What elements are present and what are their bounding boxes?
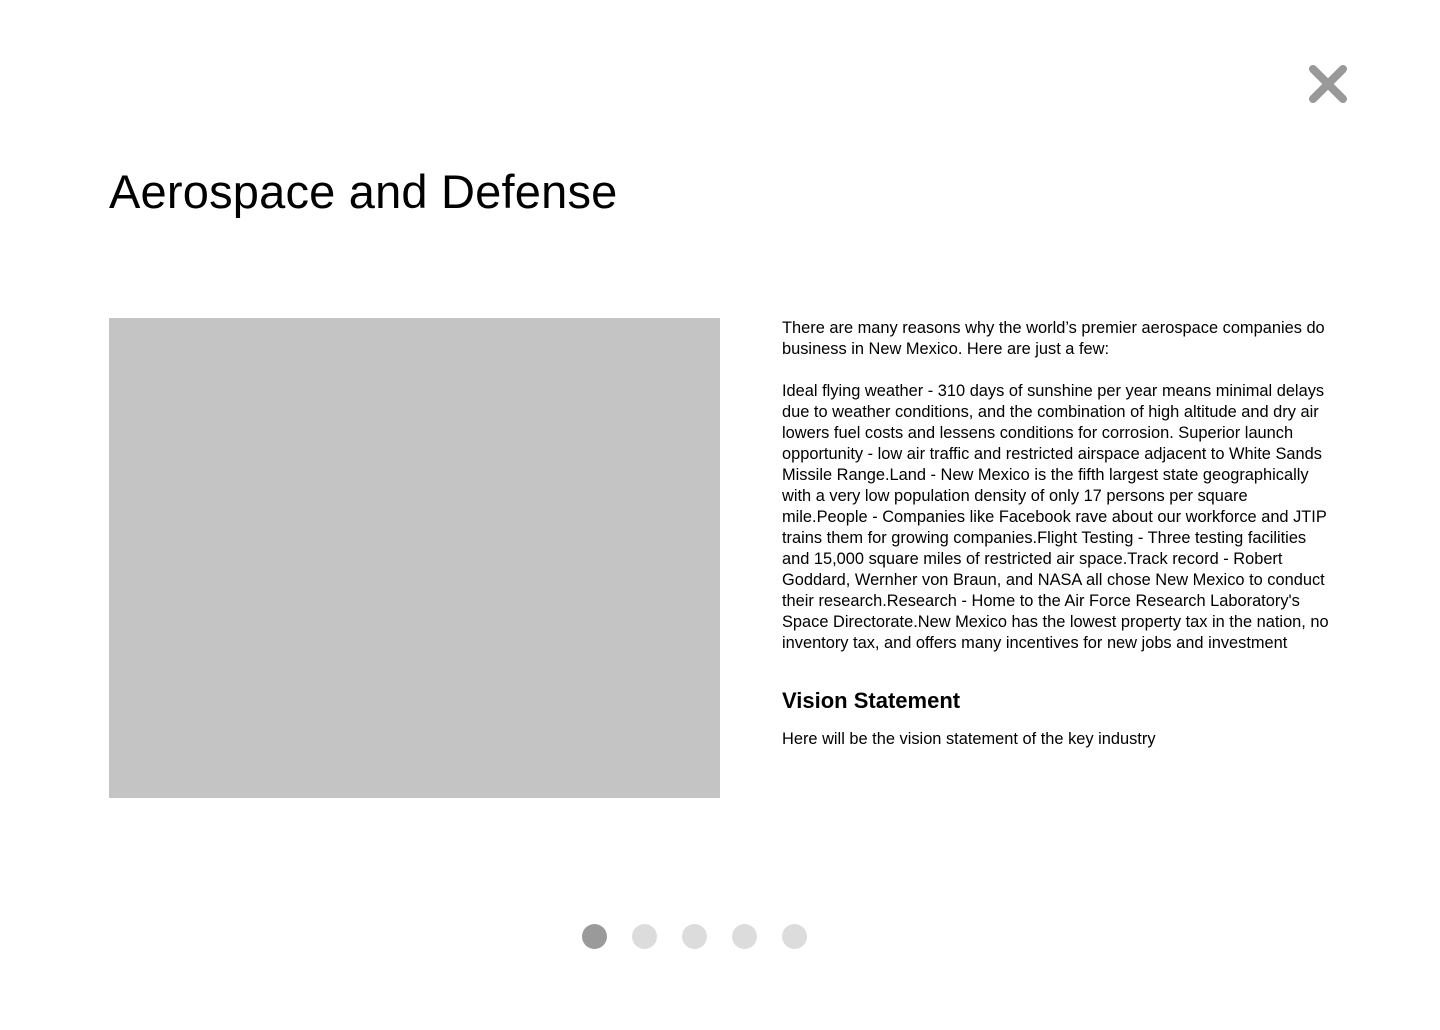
vision-text: Here will be the vision statement of the key industry (782, 730, 1156, 748)
close-icon (1306, 62, 1350, 106)
pagination-dot-5[interactable] (782, 924, 807, 949)
content-column (782, 318, 1330, 750)
pagination-dot-4[interactable] (732, 924, 757, 949)
intro-text: There are many reasons why the world’s premier aerospace companies do business in New Mexico. Here are just a few: (782, 319, 1325, 358)
close-button[interactable] (1306, 62, 1350, 106)
pagination-dots (582, 924, 807, 949)
image-placeholder (109, 318, 720, 798)
pagination-dot-1[interactable] (582, 924, 607, 949)
body-text: Ideal flying weather - 310 days of sunshine per year means minimal delays due to weather conditions, and the combination of high altitude and dry air lowers fuel costs and lessens conditions for corrosion. Superior launch opportunity - low air traffic and restricted airspace adjacent to White Sands Missile Range.Land - New Mexico is the fifth largest state geographically with a very low population density of only 17 persons per square mile.People - Companies like Facebook rave about our workforce and JTIP trains them for growing companies.Flight Testing - Three testing facilities and 15,000 square miles of restricted air space.Track record - Robert Goddard, Wernher von Braun, and NASA all chose New Mexico to conduct their research.Research - Home to the Air Force Research Laboratory's Space Directorate.New Mexico has the lowest property tax in the nation, no inventory tax, and offers many incentives for new jobs and investment (782, 382, 1329, 652)
vision-heading: Vision Statement (782, 688, 961, 713)
page-title: Aerospace and Defense (109, 165, 618, 218)
pagination-dot-2[interactable] (632, 924, 657, 949)
pagination-dot-3[interactable] (682, 924, 707, 949)
